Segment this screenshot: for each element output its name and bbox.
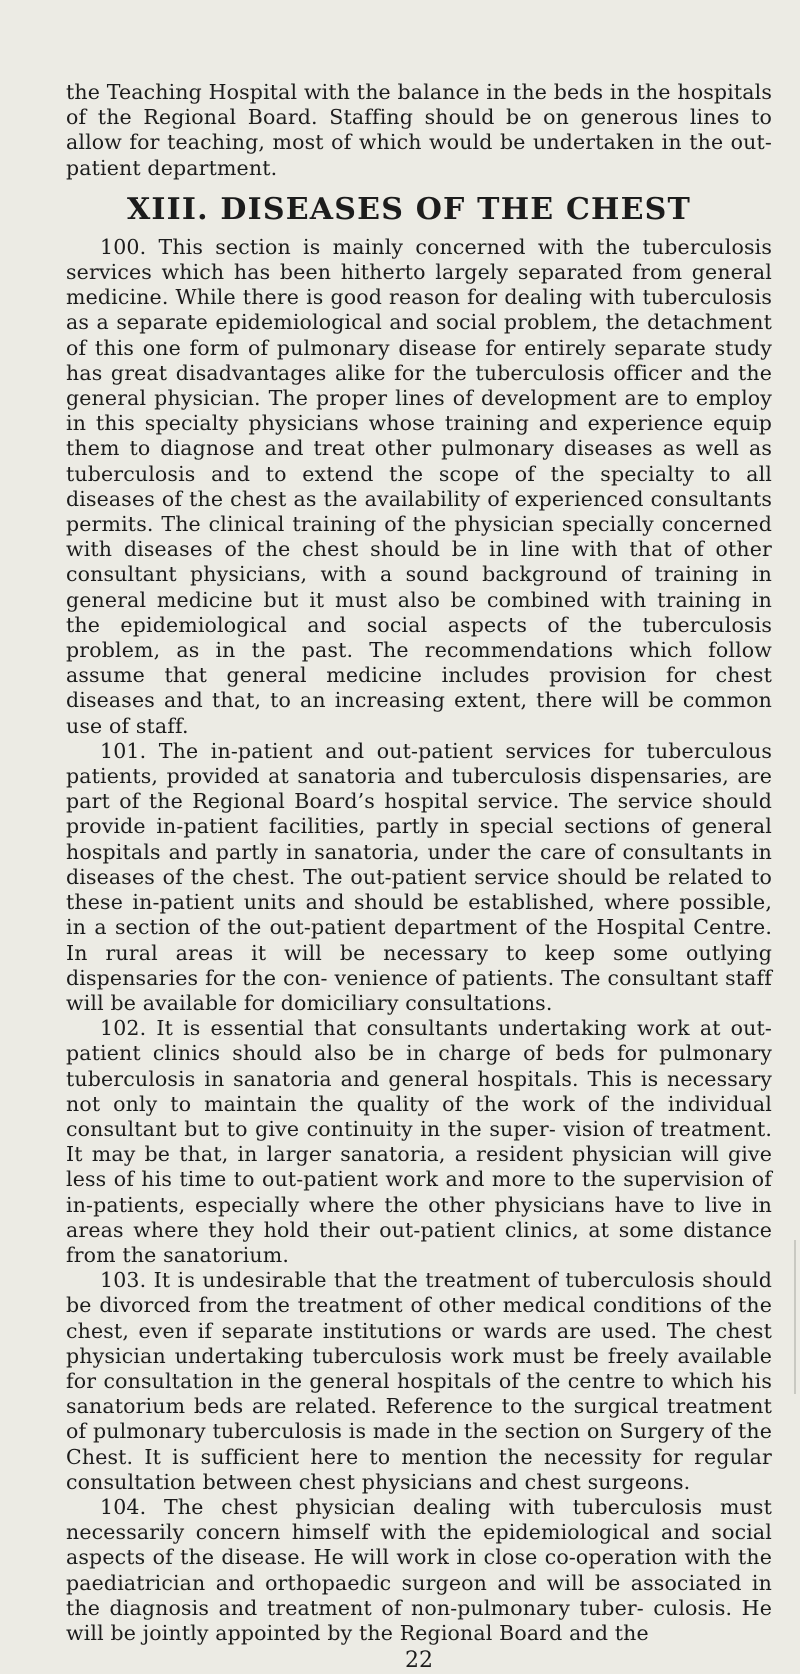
paragraph-100: [66, 235, 772, 739]
section-title: XIII. DISEASES OF THE CHEST: [126, 191, 692, 227]
paragraph-text: This section is mainly concerned with the tuberculosis services which has been hitherto largely separated from general medicine. While there is good reason for dealing with tuberculosis as a separate epidemiological and social problem, the detachment of this one form of pulmonary disease for entirely separate study has great disadvantages alike for the tuberculosis officer and the general physician. The proper lines of development are to employ in this specialty physicians whose training and experience equip them to diagnose and treat other pulmonary diseases as well as tuberculosis and to extend the scope of the specialty to all diseases of the chest as the availability of experienced consultants permits. The clinical training of the physician specially concerned with diseases of the chest should be in line with that of other consultant physicians, with a sound background of training in general medicine but it must also be combined with training in the epidemiological and social aspects of the tuberculosis problem, as in the past. The recommendations which follow assume that general medicine includes provision for chest diseases and that, to an increasing extent, there will be common use of staff.: [66, 234, 772, 738]
paragraph-number: 104.: [100, 1494, 147, 1519]
paragraph-number: 102.: [100, 1016, 147, 1041]
paragraph-101: [66, 739, 772, 1016]
paragraph-text: The chest physician dealing with tuberculosis must necessarily concern himself with the epidemiological and social aspects of the disease. He will work in close co-operation with the paediatrician and orthopaedic surgeon and will be associated in the diagnosis and treatment of non-pulmonary tuber- culosis. He will be jointly appointed by the Regional Board and the: [66, 1494, 772, 1645]
paragraph-text: It is essential that consultants undertaking work at out-patient clinics should also be in charge of beds for pulmonary tuberculosis in sanatoria and general hospitals. This is necessary not only to maintain the quality of the work of the individual consultant but to give continuity in the super- vision of treatment. It may be that, in larger sanatoria, a resident physician will give less of his time to out-patient work and more to the supervision of in-patients, especially where the other physicians have to live in areas where they hold their out-patient clinics, at some distance from the sanatorium.: [66, 1016, 772, 1267]
paragraph-number: 100.: [100, 234, 147, 259]
paragraph-number: 103.: [100, 1268, 147, 1293]
page-edge-shadow: [794, 1240, 796, 1394]
paragraph-number: 101.: [100, 738, 147, 763]
page-number: 22: [405, 1648, 433, 1674]
paragraph-103: [66, 1268, 772, 1495]
intro-paragraph: the Teaching Hospital with the balance in the beds in the hospitals of the Regional Board. Staffing should be on generous lines to allow for teaching, most of which would be undertaken in the out-patient department.: [66, 80, 772, 180]
document-page: [66, 80, 772, 1674]
paragraph-104: [66, 1495, 772, 1646]
paragraph-102: [66, 1016, 772, 1268]
paragraph-text: It is undesirable that the treatment of tuberculosis should be divorced from the treatment of other medical conditions of the chest, even if separate institutions or wards are used. The chest physician undertaking tuberculosis work must be freely available for consultation in the general hospitals of the centre to which his sanatorium beds are related. Reference to the surgical treatment of pulmonary tuberculosis is made in the section on Surgery of the Chest. It is sufficient here to mention the necessity for regular consultation between chest physicians and chest surgeons.: [66, 1268, 772, 1494]
paragraph-text: The in-patient and out-patient services for tuberculous patients, provided at sanatoria and tuberculosis dispensaries, are part of the Regional Board’s hospital service. The service should provide in-patient facilities, partly in special sections of general hospitals and partly in sanatoria, under the care of consultants in diseases of the chest. The out-patient service should be related to these in-patient units and should be established, where possible, in a section of the out-patient department of the Hospital Centre. In rural areas it will be necessary to keep some outlying dispensaries for the con- venience of patients. The consultant staff will be available for domiciliary consultations.: [66, 738, 772, 1015]
